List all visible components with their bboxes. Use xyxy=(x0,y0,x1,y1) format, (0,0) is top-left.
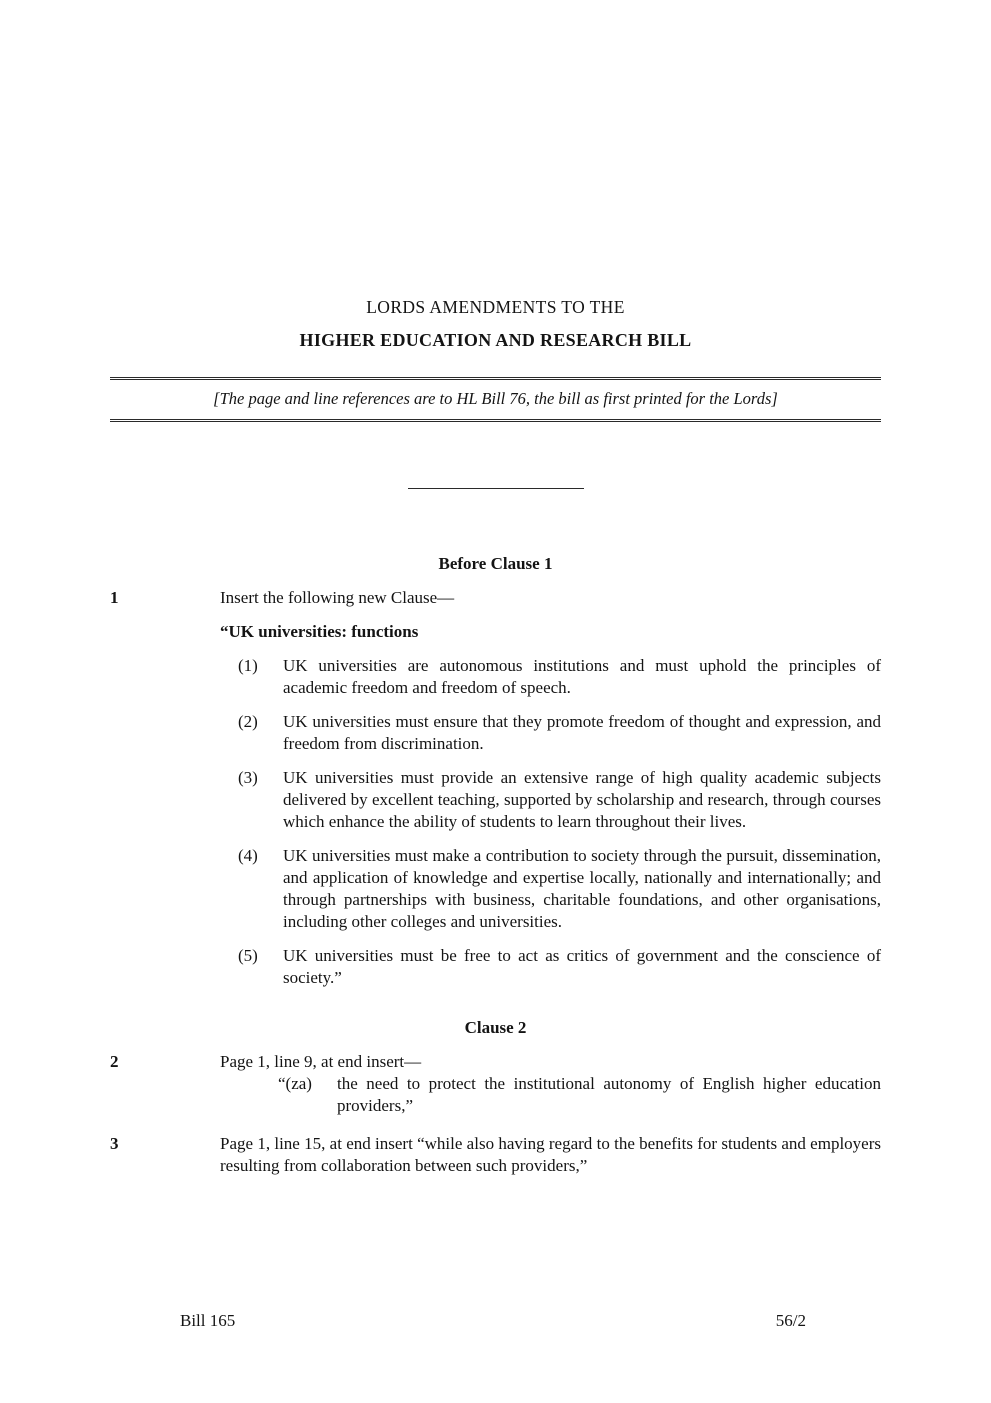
amendment-2-subitem xyxy=(220,1073,881,1117)
amendment-1-lead: Insert the following new Clause— xyxy=(220,588,455,607)
page-footer xyxy=(180,1310,806,1332)
amendment-2 xyxy=(0,1051,991,1117)
subsection-2 xyxy=(220,711,881,755)
subsection-1 xyxy=(220,655,881,699)
subsection-text: UK universities must be free to act as critics of government and the conscience of society.” xyxy=(283,946,881,987)
subsection-text: UK universities must provide an extensive range of high quality academic subjects delivered by excellent teaching, supported by scholarship and research, through courses which enhance the ability of students to learn throughout their lives. xyxy=(283,768,881,831)
amendment-1-number: 1 xyxy=(110,588,119,607)
new-clause-title: “UK universities: functions xyxy=(220,622,419,641)
amendment-1 xyxy=(0,587,991,989)
subsection-number: (2) xyxy=(238,712,258,731)
subsection-number: (4) xyxy=(238,846,258,865)
document-title: HIGHER EDUCATION AND RESEARCH BILL xyxy=(299,330,692,350)
subsection-text: UK universities must ensure that they promote freedom of thought and expression, and freedom from discrimination. xyxy=(283,712,881,753)
new-clause-subsections xyxy=(220,655,881,989)
amendment-3 xyxy=(0,1133,991,1177)
reference-note: [The page and line references are to HL Bill 76, the bill as first printed for the Lords] xyxy=(213,389,778,408)
heading-before-clause-1: Before Clause 1 xyxy=(438,554,553,573)
subsection-number: (5) xyxy=(238,946,258,965)
document-supertitle: LORDS AMENDMENTS TO THE xyxy=(366,297,625,317)
bill-number: Bill 165 xyxy=(180,1311,236,1330)
amendment-3-text: Page 1, line 15, at end insert “while also having regard to the benefits for students and employers resulting from collaboration between such providers,” xyxy=(220,1134,881,1175)
subsection-number: (1) xyxy=(238,656,258,675)
amendment-2-lead: Page 1, line 9, at end insert— xyxy=(220,1052,422,1071)
section-divider-rule xyxy=(408,488,584,489)
subitem-text: the need to protect the institutional autonomy of English higher education providers,” xyxy=(337,1074,881,1115)
subsection-3 xyxy=(220,767,881,833)
heading-clause-2: Clause 2 xyxy=(464,1018,527,1037)
amendment-3-number: 3 xyxy=(110,1134,119,1153)
subsection-text: UK universities must make a contribution to society through the pursuit, dissemination, and application of knowledge and expertise locally, nationally and internationally; and through partnerships with business, charitable foundations, and other organisations, including other colleges and universities. xyxy=(283,846,881,931)
page-reference: 56/2 xyxy=(775,1311,806,1330)
reference-note-box xyxy=(110,377,881,422)
subsection-4 xyxy=(220,845,881,933)
subitem-number: “(za) xyxy=(278,1074,312,1093)
document-header xyxy=(0,0,991,351)
amendment-2-number: 2 xyxy=(110,1052,119,1071)
subsection-number: (3) xyxy=(238,768,258,787)
subsection-text: UK universities are autonomous institutions and must uphold the principles of academic freedom and freedom of speech. xyxy=(283,656,881,697)
subsection-5 xyxy=(220,945,881,989)
